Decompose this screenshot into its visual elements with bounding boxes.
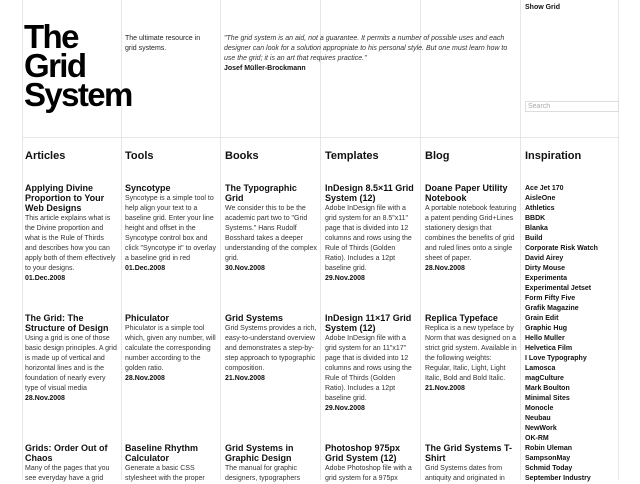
- tool-entry: [125, 443, 217, 484]
- inspiration-link[interactable]: magCulture: [525, 375, 564, 382]
- inspiration-link[interactable]: Ace Jet 170: [525, 185, 564, 192]
- entry-description: Adobe InDesign file with a grid system for an 8.5"x11" page that is divided into 12 columns and rows using the Rule of Thirds (Golden Ratio). Includes a 12pt baseline grid.: [325, 205, 412, 272]
- inspiration-link[interactable]: David Airey: [525, 255, 564, 262]
- search-input[interactable]: [525, 101, 619, 112]
- inspiration-link[interactable]: Athletics: [525, 205, 555, 212]
- book-entry: [225, 183, 317, 274]
- quote-text: "The grid system is an aid, not a guarantee. It permits a number of possible uses and each designer can look for a solution appropriate to his personal style. But one must learn how to use the grid; it is an art that requires practice.": [224, 35, 508, 62]
- grid-line: [22, 137, 618, 138]
- inspiration-link[interactable]: SampsonMay: [525, 455, 571, 462]
- entry-description: Phiculator is a simple tool which, given any number, will calculate the corresponding number according to the golden ratio.: [125, 325, 216, 372]
- inspiration-link[interactable]: Lamosca: [525, 365, 556, 372]
- entry-date: 01.Dec.2008: [125, 265, 166, 272]
- tool-entry: [125, 313, 217, 384]
- inspiration-link[interactable]: Neubau: [525, 415, 551, 422]
- site-logo[interactable]: [24, 18, 132, 113]
- column-heading-inspiration[interactable]: Inspiration: [525, 150, 582, 162]
- inspiration-link[interactable]: Schmid Today: [525, 465, 573, 472]
- entry-description: Grid Systems provides a rich, easy-to-understand overview and demonstrates a step-by-step approach to typographic composition.: [225, 325, 317, 372]
- entry-description: Grid Systems dates from antiquity and originated in: [425, 465, 505, 482]
- entry-description: We consider this to be the academic part two to "Grid Systems." Hans Rudolf Bosshard takes a deeper understanding of the complex grid.: [225, 205, 317, 262]
- entry-title-link[interactable]: Doane Paper Utility Notebook: [425, 183, 508, 203]
- entry-date: 21.Nov.2008: [225, 375, 265, 382]
- entry-description: The manual for graphic designers, typographers: [225, 465, 301, 482]
- blog-entry: [425, 183, 517, 274]
- inspiration-link[interactable]: Form Fifty Five: [525, 295, 576, 302]
- entry-title-link[interactable]: Grid Systems: [225, 313, 284, 323]
- entry-title-link[interactable]: The Grid: The Structure of Design: [25, 313, 109, 333]
- article-entry: [25, 443, 117, 484]
- tool-entry: [125, 183, 217, 274]
- logo-line: Grid: [24, 47, 86, 84]
- inspiration-link[interactable]: Monocle: [525, 405, 554, 412]
- entry-description: Using a grid is one of those basic design principles. A grid is made up of vertical and horizontal lines and is the foundation of nearly every type of visual media: [25, 335, 117, 392]
- entry-description: Many of the pages that you see everyday have a grid: [25, 465, 110, 482]
- entry-date: 28.Nov.2008: [425, 265, 465, 272]
- inspiration-link[interactable]: Grain Edit: [525, 315, 559, 322]
- book-entry: [225, 443, 317, 484]
- blog-entry: [425, 443, 517, 484]
- entry-description: A portable notebook featuring a patent pending Grid+Lines stationery design that combines the benefits of grid and ruled lines onto a single sheet of paper.: [425, 205, 517, 262]
- book-entry: [225, 313, 317, 384]
- template-entry: [325, 443, 417, 484]
- entry-title-link[interactable]: Replica Typeface: [425, 313, 498, 323]
- grid-line: [22, 0, 23, 480]
- inspiration-link[interactable]: Grafik Magazine: [525, 305, 579, 312]
- inspiration-list: [525, 184, 598, 484]
- inspiration-link[interactable]: BBDK: [525, 215, 546, 222]
- inspiration-link[interactable]: Experimental Jetset: [525, 285, 592, 292]
- inspiration-link[interactable]: Experimenta: [525, 275, 568, 282]
- entry-date: 29.Nov.2008: [325, 275, 365, 282]
- inspiration-link[interactable]: Blanka: [525, 225, 548, 232]
- entry-description: Adobe InDesign file with a grid system for an 11"x17" page that is divided into 12 columns and rows using the Rule of Thirds (Golden Ratio). Includes a 12pt baseline grid.: [325, 335, 412, 402]
- inspiration-link[interactable]: Dirty Mouse: [525, 265, 566, 272]
- entry-title-link[interactable]: The Grid Systems T-Shirt: [425, 443, 513, 463]
- article-entry: [25, 183, 117, 284]
- entry-title-link[interactable]: Syncotype: [125, 183, 171, 193]
- article-entry: [25, 313, 117, 404]
- entry-title-link[interactable]: Photoshop 975px Grid System (12): [325, 443, 401, 463]
- entry-title-link[interactable]: Applying Divine Proportion to Your Web Designs: [25, 183, 105, 213]
- show-grid-link[interactable]: Show Grid: [525, 4, 560, 11]
- inspiration-link[interactable]: Build: [525, 235, 543, 242]
- entry-description: Replica is a new typeface by Norm that was designed on a strict grid system. Available in the following weights: Regular, Italic, Light, Light Italic, Bold and Bold Italic.: [425, 325, 517, 382]
- entry-date: 21.Nov.2008: [425, 385, 465, 392]
- entry-date: 29.Nov.2008: [325, 405, 365, 412]
- entry-date: 01.Dec.2008: [25, 275, 66, 282]
- inspiration-link[interactable]: Minimal Sites: [525, 395, 570, 402]
- entry-description: Adobe Photoshop file with a grid system for a 975px: [325, 465, 412, 482]
- quote-author: Josef Müller-Brockmann: [224, 65, 306, 72]
- entry-title-link[interactable]: Phiculator: [125, 313, 170, 323]
- entry-description: Generate a basic CSS stylesheet with the proper: [125, 465, 205, 482]
- site-tagline: The ultimate resource in grid systems.: [125, 35, 201, 52]
- column-heading-templates[interactable]: Templates: [325, 150, 379, 162]
- inspiration-link[interactable]: Graphic Hug: [525, 325, 568, 332]
- grid-line: [520, 0, 521, 480]
- inspiration-link[interactable]: NewWork: [525, 425, 557, 432]
- inspiration-link[interactable]: September Industry: [525, 475, 591, 482]
- entry-description: This article explains what is the Divine proportion and what is the Rule of Thirds and describes how you can apply both of them effectively to your designs.: [25, 215, 116, 272]
- column-heading-tools[interactable]: Tools: [125, 150, 154, 162]
- logo-line: System: [24, 76, 132, 113]
- inspiration-link[interactable]: AisleOne: [525, 195, 556, 202]
- column-heading-blog[interactable]: Blog: [425, 150, 450, 162]
- entry-title-link[interactable]: InDesign 8.5×11 Grid System (12): [325, 183, 414, 203]
- grid-line: [618, 0, 619, 480]
- inspiration-link[interactable]: Helvetica Film: [525, 345, 573, 352]
- blog-entry: [425, 313, 517, 394]
- grid-line: [220, 0, 221, 480]
- column-heading-books[interactable]: Books: [225, 150, 259, 162]
- inspiration-link[interactable]: Mark Boulton: [525, 385, 570, 392]
- inspiration-link[interactable]: I Love Typography: [525, 355, 587, 362]
- quote-block: [224, 34, 514, 74]
- template-entry: [325, 313, 417, 414]
- inspiration-link[interactable]: OK-RM: [525, 435, 549, 442]
- inspiration-link[interactable]: Hello Muller: [525, 335, 565, 342]
- entry-title-link[interactable]: InDesign 11×17 Grid System (12): [325, 313, 412, 333]
- logo-line: The: [24, 18, 78, 55]
- entry-title-link[interactable]: Baseline Rhythm Calculator: [125, 443, 199, 463]
- column-heading-articles[interactable]: Articles: [25, 150, 66, 162]
- template-entry: [325, 183, 417, 284]
- entry-date: 28.Nov.2008: [25, 395, 65, 402]
- entry-title-link[interactable]: Grid Systems in Graphic Design: [225, 443, 294, 463]
- entry-description: Syncotype is a simple tool to help align your text to a baseline grid. Enter your line height and offset in the Syncotype control box and click "Syncotype it" to overlay a baseline grid in red: [125, 195, 216, 262]
- entry-date: 30.Nov.2008: [225, 265, 265, 272]
- entry-title-link[interactable]: The Typographic Grid: [225, 183, 297, 203]
- entry-date: 28.Nov.2008: [125, 375, 165, 382]
- entry-title-link[interactable]: Grids: Order Out of Chaos: [25, 443, 108, 463]
- inspiration-link[interactable]: Corporate Risk Watch: [525, 245, 598, 252]
- inspiration-link[interactable]: Robin Uleman: [525, 445, 573, 452]
